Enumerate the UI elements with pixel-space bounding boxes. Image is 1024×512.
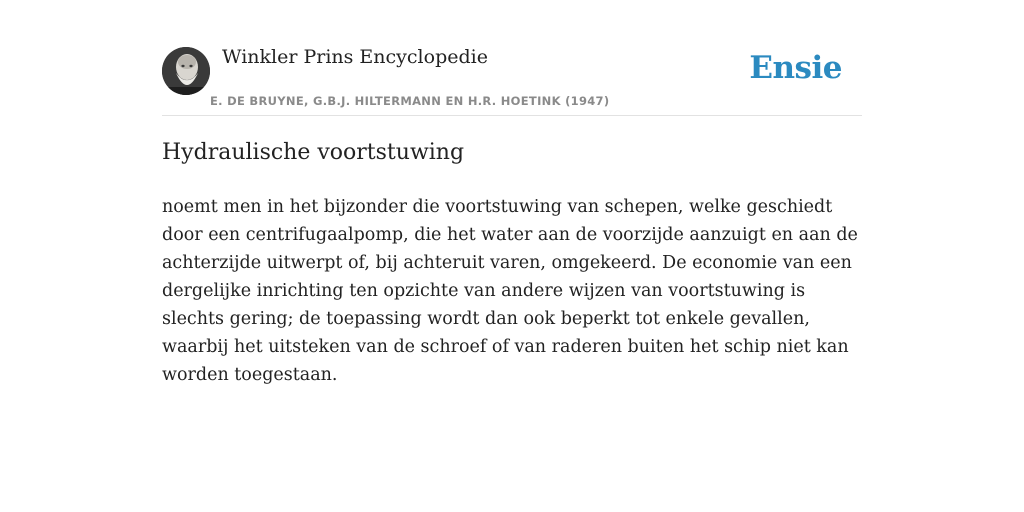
entry-body: noemt men in het bijzonder die voortstuwing van schepen, welke geschiedt door een centrifugaalpomp, die het water aan de voorzijde aanzuigt en aan de achterzijde uitwerpt of, bij achteruit varen, omgekeerd. De economie van een dergelijke inrichting ten opzichte van andere wijzen van voortstuwing is slechts gering; de toepassing wordt dan ook beperkt tot enkele gevallen, waarbij het uitsteken van de schroef of van raderen buiten het schip niet kan worden toegestaan. xyxy=(162,197,858,385)
author-avatar[interactable] xyxy=(162,47,210,95)
source-header xyxy=(162,40,862,116)
source-title[interactable]: Winkler Prins Encyclopedie xyxy=(222,46,488,68)
entry-title: Hydraulische voortstuwing xyxy=(162,140,465,165)
portrait-icon xyxy=(162,47,210,95)
source-authors: E. DE BRUYNE, G.B.J. HILTERMANN EN H.R. HOETINK (1947) xyxy=(210,94,610,108)
ensie-logo[interactable]: Ensie xyxy=(749,50,842,86)
